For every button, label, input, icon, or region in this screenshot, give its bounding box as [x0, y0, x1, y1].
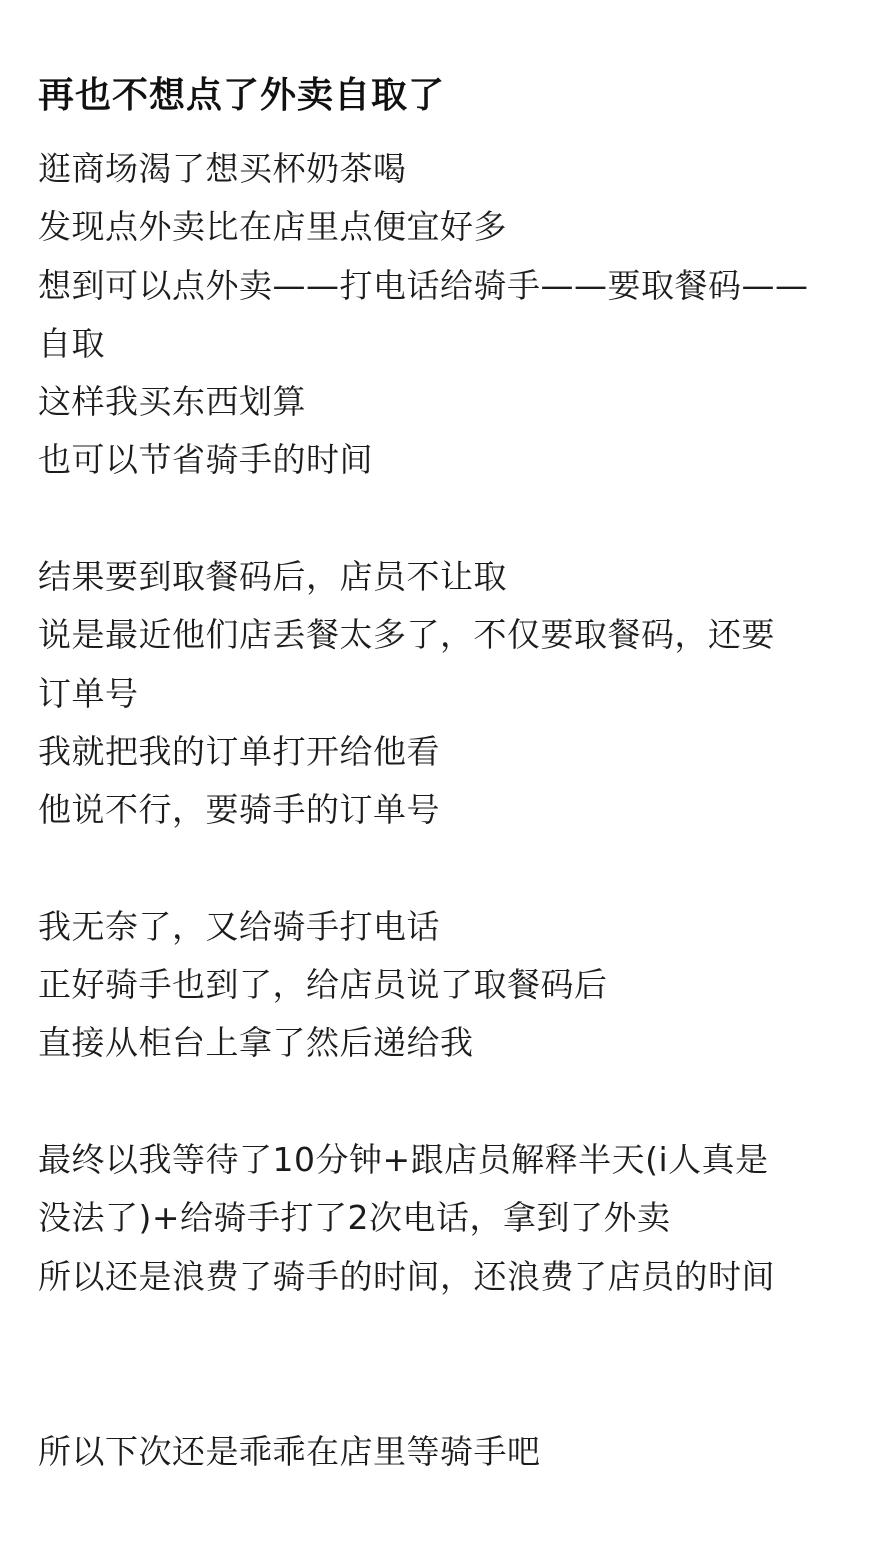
body-line: 所以还是浪费了骑手的时间，还浪费了店员的时间	[38, 1256, 775, 1296]
paragraph-gap	[38, 1073, 858, 1131]
body-line: 结果要到取餐码后，店员不让取	[38, 557, 507, 597]
body-line: 逛商场渴了想买杯奶茶喝	[38, 149, 407, 188]
body-line: 也可以节省骑手的时间	[38, 440, 373, 480]
body-line: 我就把我的订单打开给他看	[38, 731, 440, 771]
paragraph-gap	[38, 1306, 858, 1423]
body-line: 这样我买东西划算	[38, 382, 306, 422]
body-line: 正好骑手也到了，给店员说了取餐码后	[38, 965, 608, 1005]
post-body	[38, 140, 858, 1481]
paragraph-gap	[38, 490, 858, 548]
body-line: 没法了)+给骑手打了2次电话，拿到了外卖	[38, 1198, 671, 1238]
body-line: 说是最近他们店丢餐太多了，不仅要取餐码，还要	[38, 615, 775, 655]
body-line: 直接从柜台上拿了然后递给我	[38, 1023, 474, 1063]
body-line: 他说不行，要骑手的订单号	[38, 790, 440, 830]
body-line: 想到可以点外卖——打电话给骑手——要取餐码——	[38, 265, 809, 305]
post-title: 再也不想点了外卖自取了	[38, 75, 446, 116]
body-line: 我无奈了，又给骑手打电话	[38, 906, 440, 946]
body-line: 自取	[38, 323, 105, 363]
body-line: 所以下次还是乖乖在店里等骑手吧	[38, 1431, 541, 1471]
body-line: 订单号	[38, 673, 139, 713]
body-line: 最终以我等待了10分钟+跟店员解释半天(i人真是	[38, 1140, 769, 1180]
body-line: 发现点外卖比在店里点便宜好多	[38, 207, 507, 247]
paragraph-gap	[38, 840, 858, 898]
